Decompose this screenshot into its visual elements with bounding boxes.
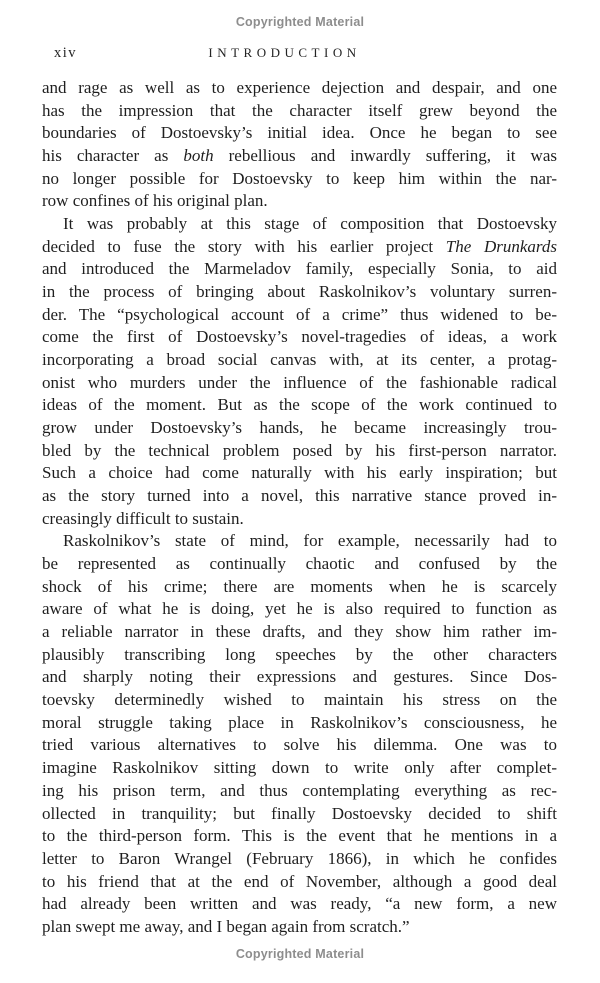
text-line: toevsky determinedly wished to maintain his stress on the [42, 690, 557, 710]
page-body [42, 77, 557, 939]
text-line: moral struggle taking place in Raskolnikov’s consciousness, he [42, 712, 557, 732]
text-line: and introduced the Marmeladov family, especially Sonia, to aid [42, 259, 557, 279]
paragraph [42, 77, 557, 213]
text-line: creasingly difficult to sustain. [42, 508, 244, 528]
section-title: INTRODUCTION [208, 45, 361, 60]
text-line: ing his prison term, and thus contemplating everything as rec- [42, 780, 557, 800]
text-line: and rage as well as to experience dejection and despair, and one [42, 78, 557, 97]
paragraph [42, 530, 557, 938]
text-line: boundaries of Dostoevsky’s initial idea. Once he began to see [42, 123, 557, 143]
text-line: row confines of his original plan. [42, 191, 268, 211]
text-line: a reliable narrator in these drafts, and they show him rather im- [42, 622, 557, 642]
text-line: grow under Dostoevsky’s hands, he became increasingly trou- [42, 418, 557, 438]
text-line: decided to fuse the story with his earlier project The Drunkards [42, 236, 557, 256]
text-line: no longer possible for Dostoevsky to keep him within the nar- [42, 168, 557, 188]
text-line: shock of his crime; there are moments when he is scarcely [42, 576, 557, 596]
text-line: ollected in tranquility; but finally Dostoevsky decided to shift [42, 803, 557, 823]
text-line: onist who murders under the influence of the fashionable radical [42, 372, 557, 392]
text-line: bled by the technical problem posed by his first-person narrator. [42, 440, 557, 460]
text-line: his character as both rebellious and inwardly suffering, it was [42, 146, 557, 166]
text-line: Such a choice had come naturally with his early inspiration; but [42, 463, 557, 483]
text-line: as the story turned into a novel, this narrative stance proved in- [42, 486, 557, 506]
text-line: aware of what he is doing, yet he is also required to function as [42, 599, 557, 619]
text-line: plausibly transcribing long speeches by the other characters [42, 644, 557, 664]
text-line: tried various alternatives to solve his dilemma. One was to [42, 735, 557, 755]
page-header [42, 44, 557, 62]
paragraph [42, 213, 557, 530]
text-line: It was probably at this stage of composition that Dostoevsky [63, 214, 557, 234]
text-line: has the impression that the character itself grew beyond the [42, 100, 557, 120]
text-line: Raskolnikov’s state of mind, for example, necessarily had to [63, 531, 557, 551]
text-line: to his friend that at the end of November, although a good deal [42, 871, 557, 891]
text-line: ideas of the moment. But as the scope of the work continued to [42, 395, 557, 415]
text-line: plan swept me away, and I began again from scratch.” [42, 916, 410, 936]
folio-number: xiv [54, 45, 78, 61]
text-line: in the process of bringing about Raskolnikov’s voluntary surren- [42, 282, 557, 302]
watermark-top: Copyrighted Material [235, 15, 365, 29]
text-line: letter to Baron Wrangel (February 1866), in which he confides [42, 848, 557, 868]
text-line: incorporating a broad social canvas with, at its center, a protag- [42, 350, 557, 370]
text-line: imagine Raskolnikov sitting down to write only after complet- [42, 758, 557, 778]
text-line: had already been written and was ready, “a new form, a new [42, 894, 557, 914]
text-line: to the third-person form. This is the event that he mentions in a [42, 826, 557, 846]
text-line: come the first of Dostoevsky’s novel-tragedies of ideas, a work [42, 327, 557, 347]
watermark-bottom: Copyrighted Material [235, 947, 365, 961]
text-line: and sharply noting their expressions and gestures. Since Dos- [42, 667, 557, 687]
text-line: be represented as continually chaotic and confused by the [42, 554, 557, 574]
text-line: der. The “psychological account of a crime” thus widened to be- [42, 304, 557, 324]
